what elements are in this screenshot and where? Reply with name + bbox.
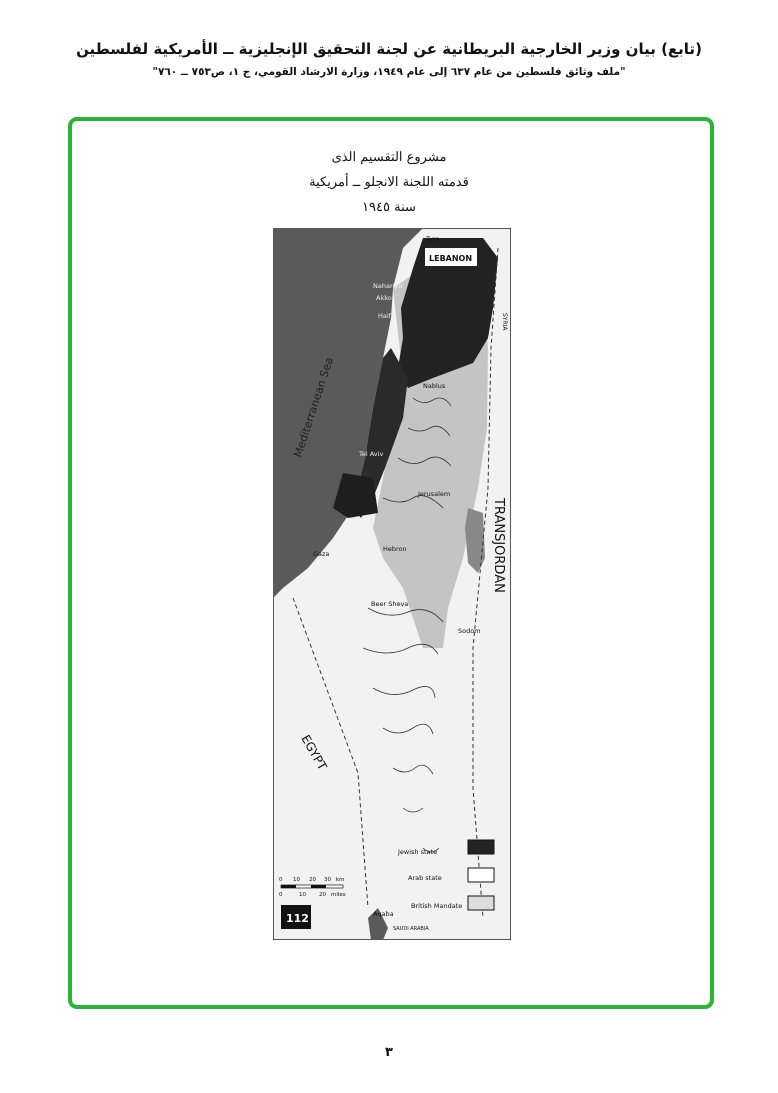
map-title-line-1: مشروع التقسيم الذى — [331, 150, 447, 165]
label-mediterranean-sea: Mediterranean Sea — [291, 355, 337, 459]
legend-swatch-british-mandate — [468, 896, 494, 910]
label-beer-sheva: Beer Sheva — [371, 600, 409, 608]
page-number: ٣ — [385, 1045, 393, 1060]
scale-miles-0: 0 — [279, 892, 283, 898]
scale-km-10: 10 — [293, 877, 300, 883]
plate-number: 112 — [286, 912, 309, 925]
label-nahariya: Nahariya — [373, 282, 403, 290]
label-nablus: Nablus — [423, 382, 446, 390]
legend-swatch-jewish-state — [468, 840, 494, 854]
label-tyre: Tyre — [426, 235, 440, 243]
document-title: (تابع) بيان وزير الخارجية البريطانية عن لجنة التحقيق الإنجليزية ــ الأمريكية لفلسطين — [76, 40, 702, 58]
label-saudi-arabia: SAUDI ARABIA — [393, 926, 429, 932]
legend-swatch-arab-state — [468, 868, 494, 882]
scale-miles-unit: miles — [331, 892, 346, 898]
scale-miles-10: 10 — [299, 892, 306, 898]
document-source: "ملف وثائق فلسطين من عام ٦٣٧ إلى عام ١٩٤٩، وزارة الارشاد القومي، ج ١، ص٧٥٣ ــ ٧٦٠" — [152, 66, 626, 78]
label-akko: Akko — [376, 294, 392, 302]
label-lebanon: LEBANON — [429, 254, 473, 263]
legend-label-arab-state: Arab state — [408, 874, 442, 882]
label-sodom: Sodom — [458, 627, 481, 635]
label-egypt: EGYPT — [298, 732, 330, 773]
label-transjordan: TRANSJORDAN — [491, 498, 506, 593]
label-tel-aviv: Tel Aviv — [359, 450, 384, 458]
label-haifa: Haifa — [378, 312, 395, 320]
map-title-line-2: قدمته اللجنة الانجلو ــ أمريكية — [309, 175, 469, 190]
label-gaza: Gaza — [313, 550, 330, 558]
label-aqaba: Aqaba — [373, 910, 394, 918]
label-jerusalem: Jerusalem — [418, 490, 451, 498]
scale-km-0: 0 — [279, 877, 283, 883]
scale-km-30: 30 — [324, 877, 331, 883]
scale-km-20: 20 — [309, 877, 316, 883]
scale-miles-20: 20 — [319, 892, 326, 898]
legend-label-british-mandate: British Mandate — [411, 902, 463, 910]
scale-km-unit: km — [336, 877, 345, 883]
partition-map — [273, 228, 511, 940]
label-hebron: Hebron — [383, 545, 407, 553]
label-syria: SYRIA — [501, 313, 508, 331]
map-title-line-3: سنة ١٩٤٥ — [362, 200, 416, 215]
legend-label-jewish-state: Jewish state — [398, 848, 438, 856]
